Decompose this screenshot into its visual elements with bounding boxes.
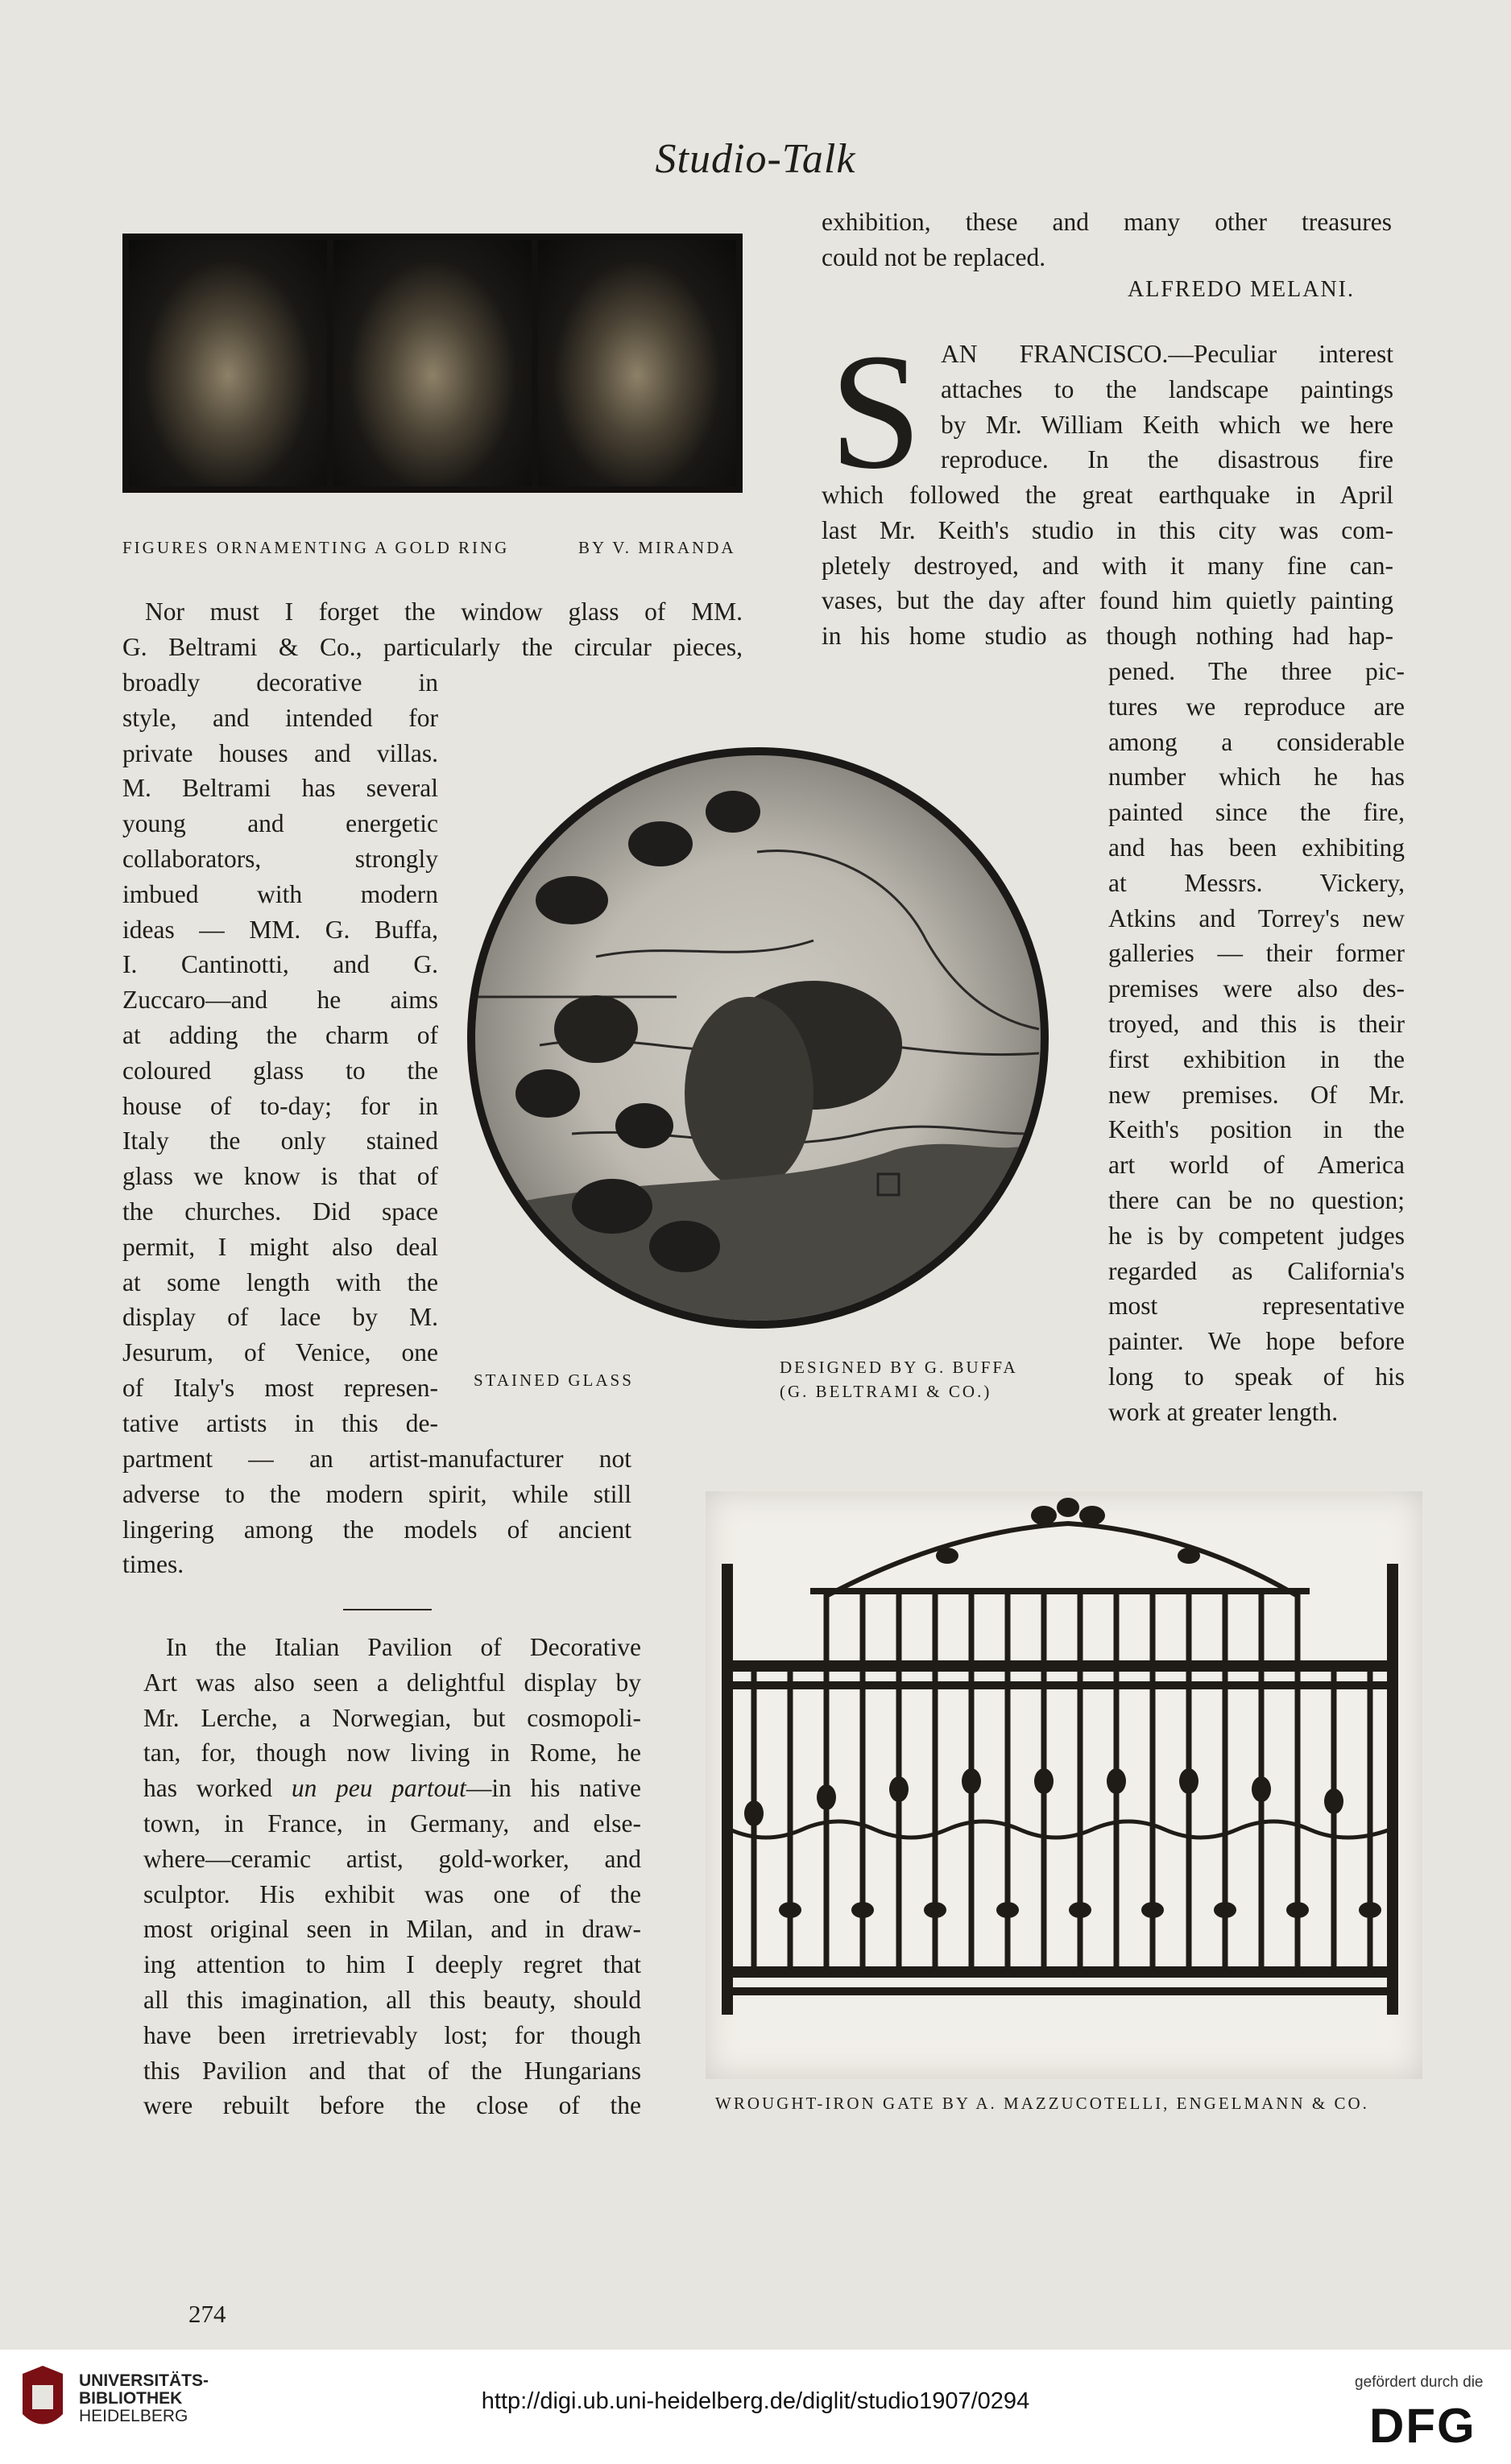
melani-continuation [822,205,1392,275]
text-line: tan, for, though now living in Rome, he [143,1738,641,1767]
source-url[interactable]: http://digi.ub.uni-heidelberg.de/diglit/studio1907/0294 [481,2388,1030,2414]
wrought-iron-gate-photo [706,1491,1422,2079]
text-line: vases, but the day after found him quietly painting [822,586,1393,615]
text-line: the churches. Did space [122,1197,438,1226]
text-line: could not be replaced. [822,242,1046,271]
text-line: exhibition, these and many other treasures [822,208,1392,236]
text-line: first exhibition in the [1108,1044,1405,1073]
text-line: ideas — MM. G. Buffa, [122,915,438,944]
page-number: 274 [188,2300,226,2328]
text-line: town, in France, in Germany, and else- [143,1809,641,1838]
text-line: which followed the great earthquake in April [822,481,1393,509]
text-line: where—ceramic artist, gold-worker, and [143,1844,641,1873]
text-line: glass we know is that of [122,1162,438,1191]
ring-figure-photo [129,240,327,486]
text-line: style, and intended for [122,703,438,732]
text-line: among a considerable [1108,727,1405,756]
sf-lead-lines [941,337,1393,478]
stained-glass-drawing [475,755,1041,1321]
beltrami-wrap-text [122,665,438,1441]
text-line: AN FRANCISCO.—Peculiar interest [941,340,1393,368]
text-line: I. Cantinotti, and G. [122,950,438,979]
text-line: at some length with the [122,1267,438,1296]
text-line: premises were also des- [1108,974,1405,1003]
text-line: times. [122,1550,184,1579]
stained-glass-caption: STAINED GLASS [474,1370,634,1390]
gate-drawing [706,1491,1422,2079]
text-line: permit, I might also deal [122,1232,438,1261]
library-name-line: HEIDELBERG [79,2407,188,2425]
text-line: in his home studio as though nothing had hap- [822,622,1393,651]
stained-glass-window [467,747,1049,1329]
gate-caption: WROUGHT-IRON GATE BY A. MAZZUCOTELLI, ENGELMANN & CO. [715,2094,1369,2113]
text-line: there can be no question; [1108,1185,1405,1214]
text-line: have been irretrievably lost; for though [143,2020,641,2049]
text-line: Zuccaro—and he aims [122,986,438,1015]
text-line: display of lace by M. [122,1303,438,1332]
section-rule [343,1609,432,1610]
text-line: at Messrs. Vickery, [1108,868,1405,897]
sf-full-lines [822,478,1393,654]
text-line: work at greater length. [1108,1397,1339,1426]
text-line: troyed, and this is their [1108,1009,1405,1038]
text-line: coloured glass to the [122,1056,438,1085]
beltrami-paragraph-end [122,1441,631,1582]
text-line: Mr. Lerche, a Norwegian, but cosmopoli- [143,1703,641,1732]
pavilion-paragraph [143,1630,641,2123]
text-line: Nor must I forget the window glass of MM. [145,597,743,626]
text-line: at adding the charm of [122,1020,438,1049]
text-line: most representative [1108,1292,1405,1321]
text-line: Jesurum, of Venice, one [122,1338,438,1367]
text-line: most original seen in Milan, and in draw- [143,1915,641,1944]
text-line: galleries — their former [1108,939,1405,968]
text-line: all this imagination, all this beauty, should [143,1985,641,2014]
text-line: Atkins and Torrey's new [1108,903,1405,932]
gold-ring-credit: BY V. MIRANDA [578,538,736,557]
ring-figure-photo [333,240,532,486]
gold-ring-photo [122,234,743,493]
text-line: adverse to the modern spirit, while still [122,1479,631,1508]
text-line: G. Beltrami & Co., particularly the circular pieces, [122,632,743,661]
stained-glass-credit: (G. BELTRAMI & CO.) [780,1382,992,1401]
beltrami-paragraph [122,594,743,665]
text-line: of Italy's most represen- [122,1373,438,1402]
text-line: Italy the only stained [122,1127,438,1156]
stained-glass-credit: DESIGNED BY G. BUFFA [780,1358,1018,1377]
text-line: attaches to the landscape paintings [941,374,1393,403]
italic-phrase: un peu partout [291,1774,466,1803]
text-line: young and energetic [122,809,438,838]
text-line: pened. The three pic- [1108,657,1405,685]
text-line: lingering among the models of ancient [122,1515,631,1544]
running-head: Studio-Talk [655,136,856,182]
text-line: tative artists in this de- [122,1408,438,1437]
library-name-line: UNIVERSITÄTS- [79,2371,209,2390]
funding-note: gefördert durch die [1355,2374,1484,2391]
text-line: number which he has [1108,763,1405,792]
text-line: M. Beltrami has several [122,774,438,803]
text-line: new premises. Of Mr. [1108,1080,1405,1109]
text-line: collaborators, strongly [122,844,438,873]
text-line: has worked un peu partout—in his native [143,1774,641,1803]
gold-ring-caption: FIGURES ORNAMENTING A GOLD RING [122,538,510,557]
text-line: Keith's position in the [1108,1115,1405,1144]
drop-cap: S [830,319,922,503]
dfg-logo: DFG [1369,2399,1476,2453]
ring-figure-photo [538,240,736,486]
text-line: long to speak of his [1108,1362,1405,1391]
text-line: Art was also seen a delightful display by [143,1668,641,1697]
text-line: this Pavilion and that of the Hungarians [143,2056,641,2085]
text-line: painter. We hope before [1108,1327,1405,1356]
text-line: private houses and villas. [122,738,438,767]
text-line: painted since the fire, [1108,798,1405,827]
text-line: were rebuilt before the close of the [143,2091,641,2120]
text-line: he is by competent judges [1108,1221,1405,1250]
library-name-line: BIBLIOTHEK [79,2389,183,2408]
text-line: art world of America [1108,1151,1405,1180]
text-line: and has been exhibiting [1108,833,1405,862]
text-line: by Mr. William Keith which we here [941,410,1393,439]
text-line: reproduce. In the disastrous fire [941,445,1393,474]
text-line: partment — an artist-manufacturer not [122,1445,631,1473]
text-line: last Mr. Keith's studio in this city was com- [822,515,1393,544]
text-line: In the Italian Pavilion of Decorative [166,1633,641,1661]
text-line: pletely destroyed, and with it many fine can- [822,551,1393,580]
text-line: sculptor. His exhibit was one of the [143,1879,641,1908]
text-line: ing attention to him I deeply regret that [143,1950,641,1979]
author-signature: ALFREDO MELANI. [1128,277,1355,302]
text-line: house of to-day; for in [122,1091,438,1120]
text-line: tures we reproduce are [1108,692,1405,721]
text-line: regarded as California's [1108,1256,1405,1285]
sf-narrow-lines [1108,654,1405,1430]
text-line: imbued with modern [122,879,438,908]
text-line: broadly decorative in [122,668,438,697]
